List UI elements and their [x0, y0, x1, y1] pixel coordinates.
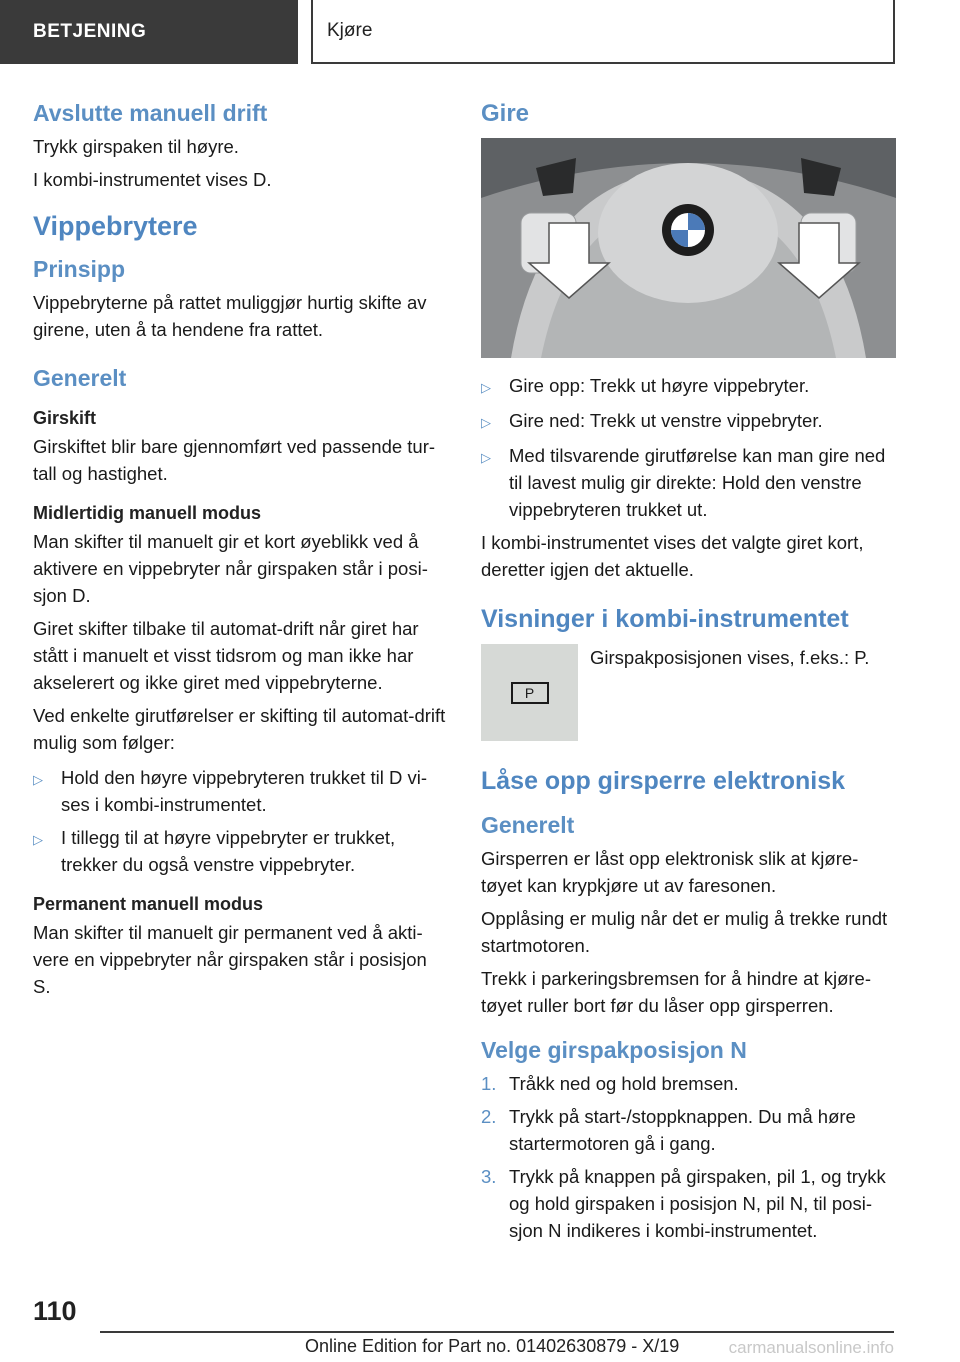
- gear-indicator: P: [511, 682, 549, 704]
- gear-display-row: [481, 644, 896, 741]
- step-number: 2.: [481, 1106, 497, 1127]
- step-number: 3.: [481, 1166, 497, 1187]
- paragraph: Man skifter til manuelt gir permanent ved å akti-vere en vippebryter når girspaken står i posisjon S.: [33, 922, 427, 997]
- list-item: 1. Tråkk ned og hold bremsen.: [481, 1070, 896, 1097]
- list-item: 3. Trykk på knappen på girspaken, pil 1, og trykk og hold girspaken i posisjon N, pil N, til posi-sjon N indikeres i kombi-instrumentet.: [481, 1163, 896, 1244]
- list-item: ▷ I tillegg til at høyre vippebryter er trukket, trekker du også venstre vippebryter.: [33, 824, 448, 878]
- footer-divider: [100, 1331, 894, 1333]
- paragraph: Girskiftet blir bare gjennomført ved passende tur-tall og hastighet.: [33, 436, 436, 484]
- step-number: 1.: [481, 1073, 497, 1094]
- main-heading-visninger: Visninger i kombi-instrumentet: [481, 605, 849, 633]
- footer-edition: Online Edition for Part no. 01402630879 - X/19: [305, 1336, 680, 1356]
- section-heading-gire: Gire: [481, 100, 530, 127]
- page-number: 110: [33, 1296, 77, 1326]
- section-tab: [0, 0, 298, 64]
- list-item: 2. Trykk på start-/stoppknappen. Du må høre startermotoren gå i gang.: [481, 1103, 896, 1157]
- chapter-title-box: [311, 0, 895, 64]
- bullet-icon: ▷: [481, 380, 491, 395]
- paragraph: Trekk i parkeringsbremsen for å hindre at kjøre-tøyet ruller bort før du låser opp girsperren.: [481, 968, 872, 1016]
- list-item: ▷ Hold den høyre vippebryteren trukket til D vi-ses i kombi-instrumentet.: [33, 764, 448, 818]
- subheading-velge: Velge girspakposisjon N: [481, 1037, 747, 1063]
- right-column: [481, 100, 896, 1250]
- paragraph: Opplåsing er mulig når det er mulig å trekke rundt startmotoren.: [481, 908, 888, 956]
- heading-girskift: Girskift: [33, 408, 97, 428]
- paragraph: I kombi-instrumentet vises D.: [33, 169, 272, 190]
- subheading-prinsipp: Prinsipp: [33, 256, 126, 282]
- section-label: BETJENING: [33, 21, 147, 42]
- heading-permanent: Permanent manuell modus: [33, 894, 264, 914]
- paragraph: I kombi-instrumentet vises det valgte giret kort, deretter igjen det aktuelle.: [481, 532, 864, 580]
- steering-wheel-image: [481, 138, 896, 358]
- left-column: [33, 100, 448, 1006]
- section-heading-avslutte: Avslutte manuell drift: [33, 100, 268, 126]
- list-item: ▷ Gire ned: Trekk ut venstre vippebryter.: [481, 407, 896, 436]
- main-heading-vippebrytere: Vippebrytere: [33, 211, 198, 241]
- subheading-generelt-2: Generelt: [481, 812, 575, 838]
- bullet-icon: ▷: [481, 415, 491, 430]
- bullet-icon: ▷: [481, 450, 491, 465]
- paragraph: Girspakposisjonen vises, f.eks.: P.: [590, 647, 870, 668]
- bullet-icon: ▷: [33, 772, 43, 787]
- bullet-icon: ▷: [33, 832, 43, 847]
- list-item: ▷ Med tilsvarende girutførelse kan man gire ned til lavest mulig gir direkte: Hold den venstre vippebryteren trukket ut.: [481, 442, 896, 523]
- main-heading-laase: Låse opp girsperre elektronisk: [481, 767, 846, 795]
- subheading-generelt: Generelt: [33, 365, 127, 391]
- paragraph: Man skifter til manuelt gir et kort øyeblikk ved å aktivere en vippebryter når girspaken står i posi-sjon D.: [33, 531, 428, 606]
- paragraph: Girsperren er låst opp elektronisk slik at kjøre-tøyet kan krypkjøre ut av faresonen.: [481, 848, 859, 896]
- watermark: carmanualsonline.info: [728, 1338, 894, 1357]
- list-item: ▷ Gire opp: Trekk ut høyre vippebryter.: [481, 372, 896, 401]
- paragraph: Ved enkelte girutførelser er skifting til automat-drift mulig som følger:: [33, 705, 446, 753]
- paragraph: Trykk girspaken til høyre.: [33, 136, 239, 157]
- paragraph: Giret skifter tilbake til automat-drift når giret har stått i manuelt et visst tidsrom og man ikke har akselerert og ikke giret med vippebryterne.: [33, 618, 419, 693]
- paragraph: Vippebryterne på rattet muliggjør hurtig skifte av girene, uten å ta hendene fra rattet.: [33, 292, 427, 340]
- heading-midlertidig: Midlertidig manuell modus: [33, 503, 262, 523]
- gear-display-image: [481, 644, 578, 741]
- chapter-title: Kjøre: [327, 20, 373, 41]
